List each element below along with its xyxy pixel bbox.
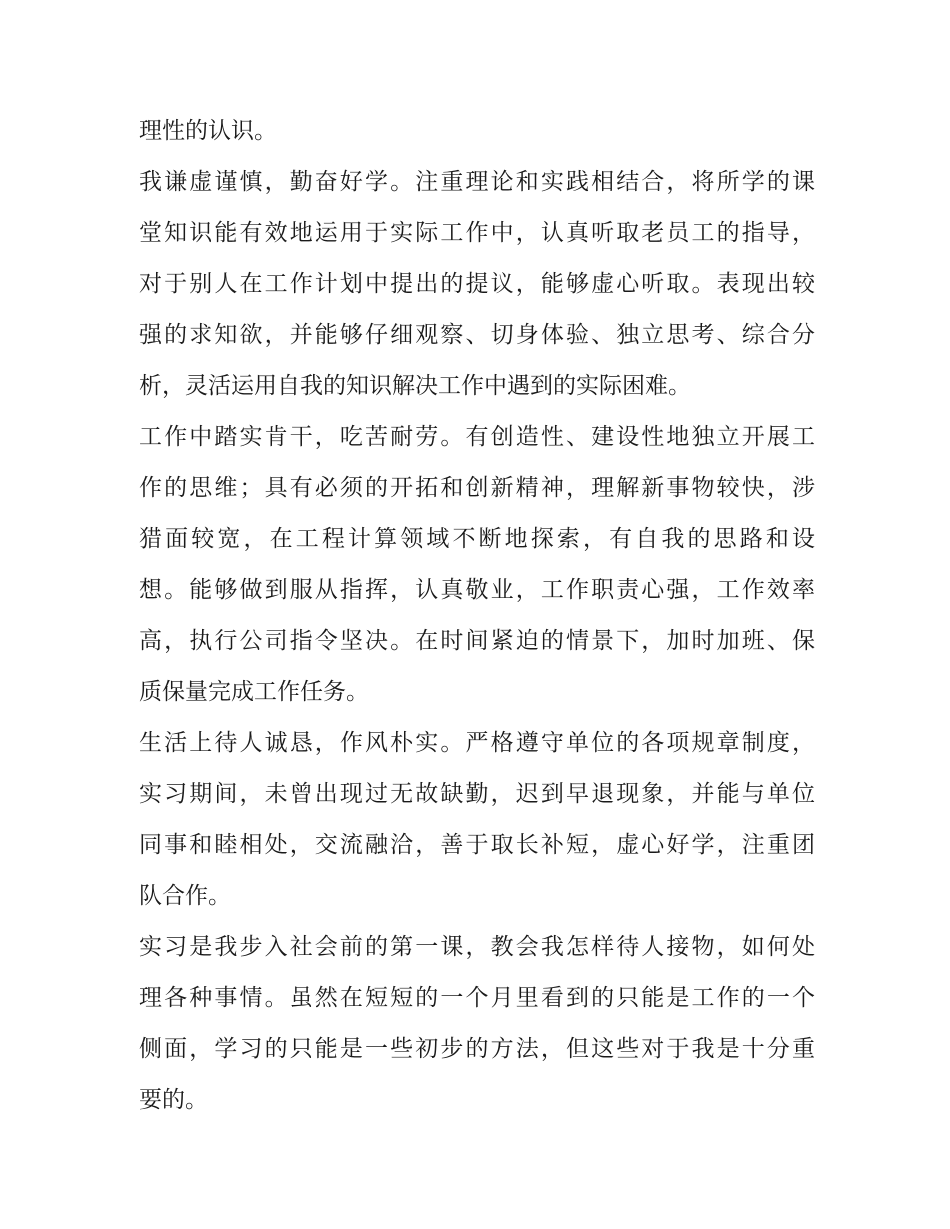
text-line: 高，执行公司指令坚决。在时间紧迫的情景下，加时加班、保: [139, 628, 815, 654]
paragraph: [139, 412, 815, 718]
text-line: 要的。: [139, 1087, 208, 1113]
text-line: 实习是我步入社会前的第一课，教会我怎样待人接物，如何处: [139, 934, 815, 960]
text-line: 对于别人在工作计划中提出的提议，能够虚心听取。表现出较: [139, 271, 815, 297]
text-line: 想。能够做到服从指挥，认真敬业，工作职责心强，工作效率: [139, 577, 815, 603]
text-line: 工作中踏实肯干，吃苦耐劳。有创造性、建设性地独立开展工: [139, 424, 815, 450]
text-line: 实习期间，未曾出现过无故缺勤，迟到早退现象，并能与单位: [139, 781, 815, 807]
text-line: 理性的认识。: [139, 118, 277, 144]
document-body: [139, 106, 815, 1126]
paragraph: [139, 106, 815, 157]
text-line: 我谦虚谨慎，勤奋好学。注重理论和实践相结合，将所学的课: [139, 169, 815, 195]
text-line: 队合作。: [139, 883, 231, 909]
paragraph: [139, 922, 815, 1126]
text-line: 强的求知欲，并能够仔细观察、切身体验、独立思考、综合分: [139, 322, 815, 348]
text-line: 猎面较宽，在工程计算领域不断地探索，有自我的思路和设: [139, 526, 815, 552]
paragraph: [139, 718, 815, 922]
text-line: 析，灵活运用自我的知识解决工作中遇到的实际困难。: [139, 373, 691, 399]
text-line: 作的思维；具有必须的开拓和创新精神，理解新事物较快，涉: [139, 475, 815, 501]
text-line: 侧面，学习的只能是一些初步的方法，但这些对于我是十分重: [139, 1036, 815, 1062]
text-line: 生活上待人诚恳，作风朴实。严格遵守单位的各项规章制度，: [139, 730, 815, 756]
text-line: 质保量完成工作任务。: [139, 679, 369, 705]
paragraph: [139, 157, 815, 412]
text-line: 堂知识能有效地运用于实际工作中，认真听取老员工的指导，: [139, 220, 815, 246]
text-line: 理各种事情。虽然在短短的一个月里看到的只能是工作的一个: [139, 985, 815, 1011]
text-line: 同事和睦相处，交流融洽，善于取长补短，虚心好学，注重团: [139, 832, 815, 858]
